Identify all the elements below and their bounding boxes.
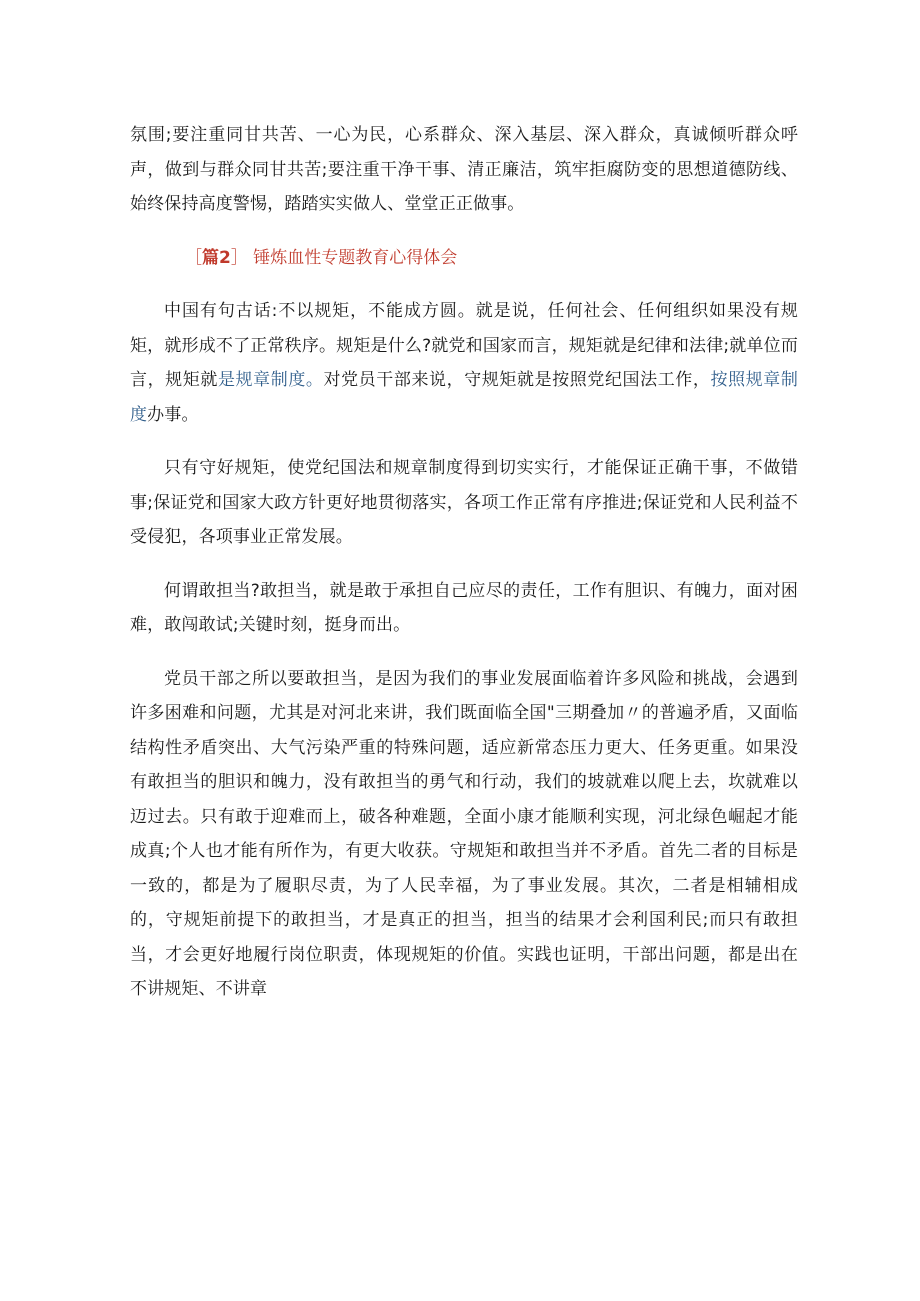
- heading-close-bracket: ］: [230, 247, 248, 268]
- heading-title: 锤炼血性专题教育心得体会: [253, 247, 458, 268]
- section-heading: [130, 241, 798, 276]
- paragraph-responsibility-reasons: 党员干部之所以要敢担当，是因为我们的事业发展面临着许多风险和挑战，会遇到许多困难和问题，尤其是对河北来讲，我们既面临全国"三期叠加〃的普遍矛盾，又面临结构性矛盾突出、大气污染严重的特殊问题，适应新常态压力更大、任务更重。如果没有敢担当的胆识和魄力，没有敢担当的勇气和行动，我们的坡就难以爬上去，坎就难以迈过去。只有敢于迎难而上，破各种难题，全面小康才能顺利实现，河北绿色崛起才能成真;个人也才能有所作为，有更大收获。守规矩和敢担当并不矛盾。首先二者的目标是一致的，都是为了履职尽责，为了人民幸福，为了事业发展。其次，二者是相辅相成的，守规矩前提下的敢担当，才是真正的担当，担当的结果才会利国利民;而只有敢担当，才会更好地履行岗位职责，体现规矩的价值。实践也证明，干部出问题，都是出在不讲规矩、不讲章: [130, 668, 798, 999]
- paragraph-rules-text-3: 办事。: [147, 404, 199, 425]
- document-body: [130, 118, 798, 1026]
- paragraph-rules-text-2: 对党员干部来说，守规矩就是按照党纪国法工作，: [323, 370, 711, 390]
- paragraph-rules-text-1: 中国有句古话:不以规矩，不能成方圆。就是说，任何社会、任何组织如果没有规矩，就形成不了正常秩序。规矩是什么?就党和国家而言，规矩就是纪律和法律;就单位而言，规矩就: [130, 301, 798, 390]
- paragraph-rules: [130, 294, 798, 432]
- rules-link-1[interactable]: 是规章制度。: [217, 370, 324, 390]
- paragraph-keep-rules: 只有守好规矩，使党纪国法和规章制度得到切实实行，才能保证正确干事，不做错事;保证党和国家大政方针更好地贯彻落实，各项工作正常有序推进;保证党和人民利益不受侵犯，各项事业正常发展。: [130, 458, 798, 547]
- heading-label: 篇2: [202, 247, 231, 268]
- paragraph-responsibility-definition: 何谓敢担当?敢担当，就是敢于承担自己应尽的责任，工作有胆识、有魄力，面对困难，敢闯敢试;关键时刻，挺身而出。: [130, 580, 798, 635]
- heading-open-bracket: ［: [185, 247, 202, 268]
- rules-link-2[interactable]: 按照规章制度: [130, 370, 798, 425]
- paragraph-continued: 氛围;要注重同甘共苦、一心为民，心系群众、深入基层、深入群众，真诚倾听群众呼声，做到与群众同甘共苦;要注重干净干事、清正廉洁，筑牢拒腐防变的思想道德防线、始终保持高度警惕，踏踏实实做人、堂堂正正做事。: [130, 125, 798, 214]
